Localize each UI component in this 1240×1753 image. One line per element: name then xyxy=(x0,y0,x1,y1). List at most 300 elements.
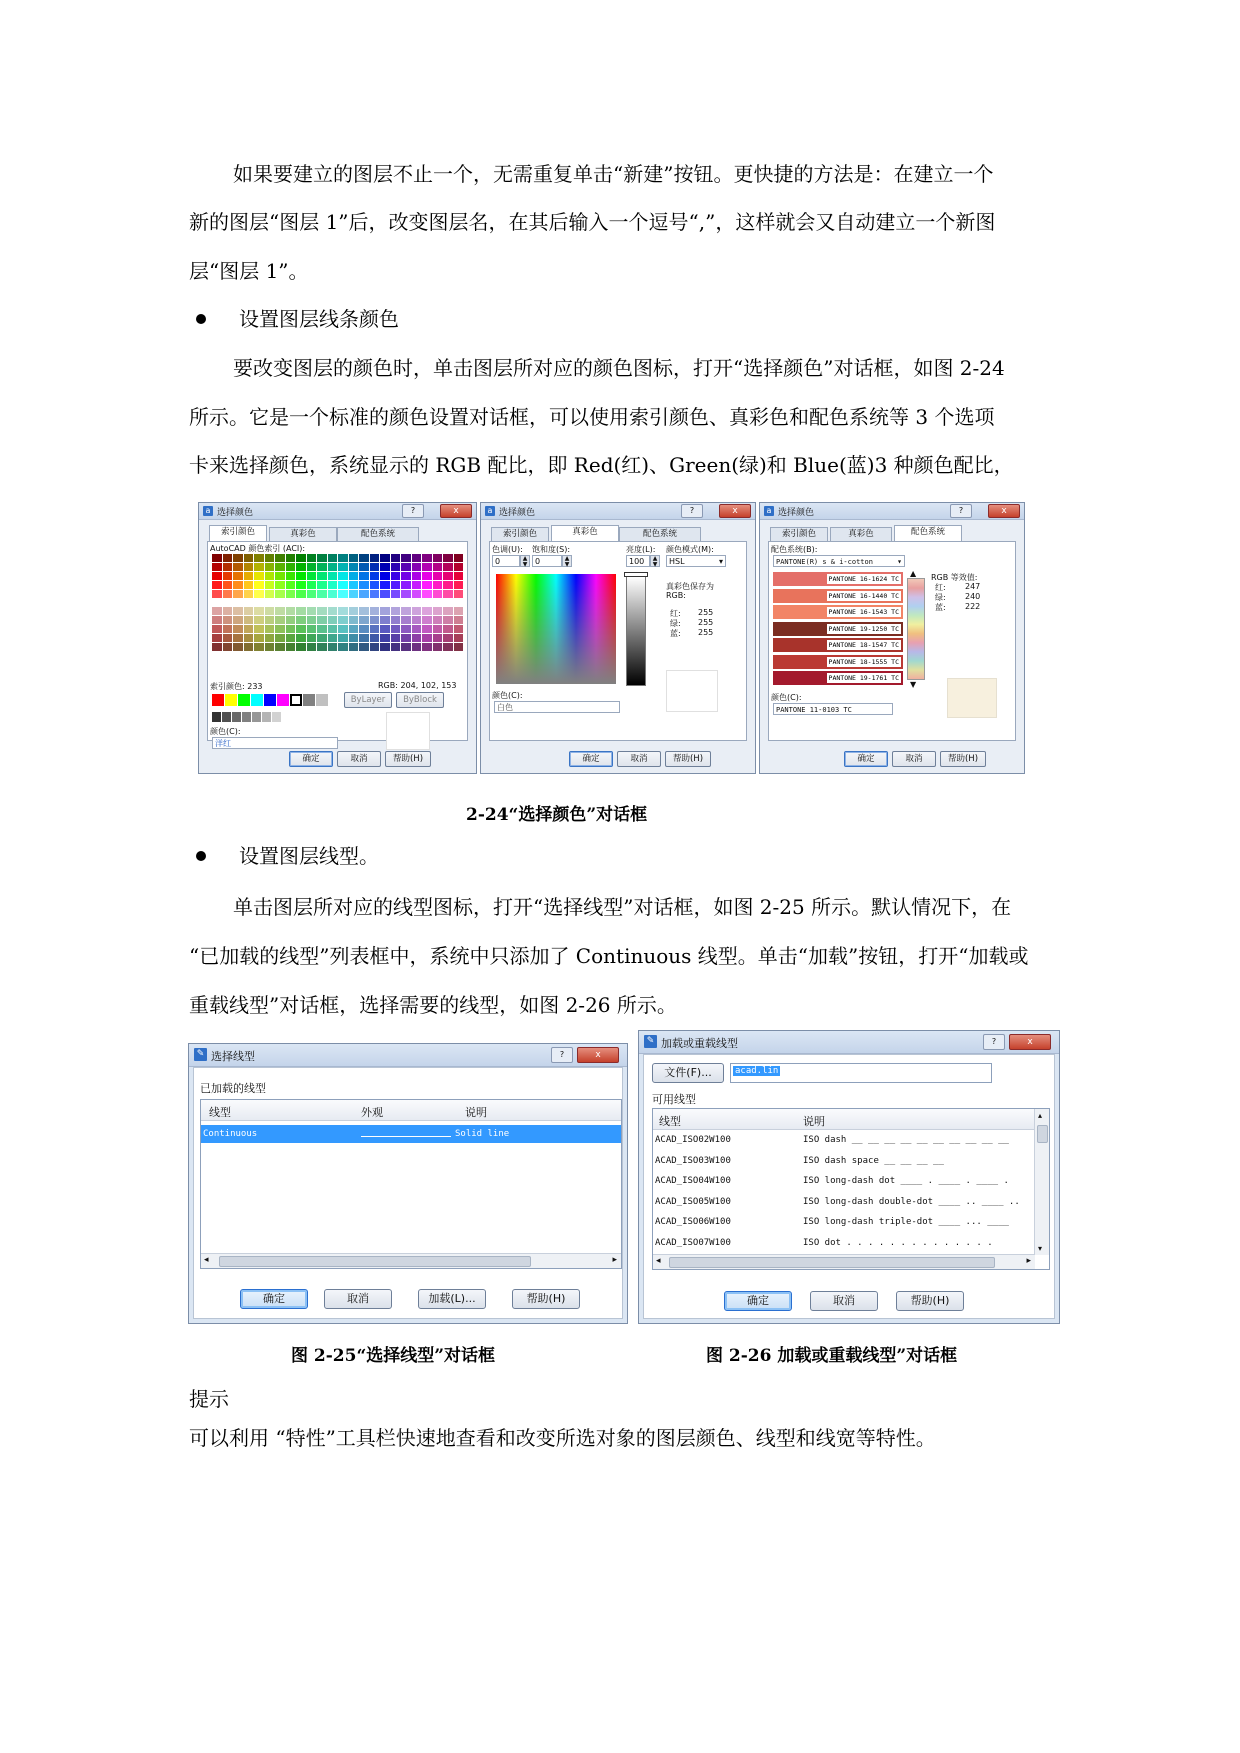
cancel-button[interactable]: 取消 xyxy=(324,1289,392,1309)
aci-swatch[interactable] xyxy=(433,572,443,580)
aci-swatch[interactable] xyxy=(317,616,327,624)
aci-swatch[interactable] xyxy=(338,625,348,633)
aci-swatch[interactable] xyxy=(443,572,453,580)
help-button[interactable]: 帮助(H) xyxy=(940,751,986,767)
aci-swatch[interactable] xyxy=(338,616,348,624)
luminance-spinner[interactable]: ▲ ▼ xyxy=(650,555,660,567)
aci-swatch[interactable] xyxy=(254,643,264,651)
aci-swatch[interactable] xyxy=(317,581,327,589)
aci-swatch[interactable] xyxy=(286,634,296,642)
aci-swatch[interactable] xyxy=(223,554,233,562)
aci-swatch[interactable] xyxy=(265,572,275,580)
aci-swatch[interactable] xyxy=(401,554,411,562)
hue-saturation-field[interactable] xyxy=(496,574,616,684)
aci-swatch[interactable] xyxy=(443,590,453,598)
aci-swatch[interactable] xyxy=(233,643,243,651)
help-icon[interactable]: ? xyxy=(681,504,703,518)
pantone-swatch[interactable] xyxy=(773,589,903,603)
aci-swatch[interactable] xyxy=(233,607,243,615)
load-button[interactable]: 加载(L)... xyxy=(418,1289,486,1309)
aci-swatch[interactable] xyxy=(275,643,285,651)
scroll-down-icon[interactable]: ▾ xyxy=(1038,1244,1043,1253)
scroll-thumb[interactable] xyxy=(219,1256,531,1267)
ok-button[interactable]: 确定 xyxy=(569,751,613,767)
aci-swatch[interactable] xyxy=(233,616,243,624)
ok-button[interactable]: 确定 xyxy=(289,751,333,767)
gray-color-swatch[interactable] xyxy=(272,712,281,722)
aci-swatch[interactable] xyxy=(244,554,254,562)
color-model-select[interactable]: HSL ▾ xyxy=(666,555,726,567)
gray-color-swatch[interactable] xyxy=(282,712,291,722)
standard-color-swatch[interactable] xyxy=(277,694,289,706)
aci-swatch[interactable] xyxy=(244,625,254,633)
close-icon[interactable]: x xyxy=(1009,1034,1051,1050)
aci-swatch[interactable] xyxy=(307,634,317,642)
linetype-row[interactable] xyxy=(653,1213,1035,1231)
pantone-swatch[interactable] xyxy=(773,622,903,636)
aci-swatch[interactable] xyxy=(454,616,464,624)
aci-swatch[interactable] xyxy=(359,643,369,651)
aci-swatch[interactable] xyxy=(254,634,264,642)
aci-swatch[interactable] xyxy=(422,616,432,624)
color-book-swatches[interactable] xyxy=(773,572,903,690)
aci-swatch[interactable] xyxy=(338,554,348,562)
aci-swatch[interactable] xyxy=(349,590,359,598)
byblock-button[interactable]: ByBlock xyxy=(396,692,444,708)
aci-swatch[interactable] xyxy=(443,607,453,615)
aci-swatch[interactable] xyxy=(244,643,254,651)
aci-swatch[interactable] xyxy=(317,643,327,651)
aci-swatch[interactable] xyxy=(412,634,422,642)
aci-swatch[interactable] xyxy=(244,572,254,580)
aci-swatch[interactable] xyxy=(401,590,411,598)
aci-swatch[interactable] xyxy=(443,625,453,633)
aci-swatch[interactable] xyxy=(391,554,401,562)
aci-swatch[interactable] xyxy=(412,572,422,580)
aci-swatch[interactable] xyxy=(307,625,317,633)
linetype-row[interactable] xyxy=(653,1131,1035,1149)
aci-swatch[interactable] xyxy=(443,554,453,562)
aci-swatch[interactable] xyxy=(391,643,401,651)
aci-swatch[interactable] xyxy=(380,625,390,633)
aci-swatch[interactable] xyxy=(286,590,296,598)
close-icon[interactable]: x xyxy=(988,504,1020,518)
aci-swatch[interactable] xyxy=(328,581,338,589)
aci-swatch[interactable] xyxy=(412,554,422,562)
aci-swatch[interactable] xyxy=(223,616,233,624)
aci-swatch[interactable] xyxy=(349,572,359,580)
aci-swatch[interactable] xyxy=(380,607,390,615)
ok-button[interactable]: 确定 xyxy=(724,1291,792,1311)
aci-swatch[interactable] xyxy=(391,581,401,589)
aci-swatch[interactable] xyxy=(401,572,411,580)
pantone-swatch[interactable] xyxy=(773,572,903,586)
aci-swatch[interactable] xyxy=(349,554,359,562)
tab-index-color[interactable]: 索引颜色 xyxy=(491,527,549,541)
aci-swatch[interactable] xyxy=(212,625,222,633)
color-input[interactable]: PANTONE 11-0103 TC xyxy=(773,703,893,715)
aci-swatch[interactable] xyxy=(422,581,432,589)
standard-color-swatch[interactable] xyxy=(251,694,263,706)
aci-swatch[interactable] xyxy=(433,634,443,642)
aci-swatch[interactable] xyxy=(412,643,422,651)
aci-swatch[interactable] xyxy=(275,554,285,562)
luminance-pointer[interactable] xyxy=(624,572,648,577)
cancel-button[interactable]: 取消 xyxy=(617,751,661,767)
aci-swatch[interactable] xyxy=(422,590,432,598)
gray-color-swatch[interactable] xyxy=(262,712,271,722)
cancel-button[interactable]: 取消 xyxy=(892,751,936,767)
aci-swatch[interactable] xyxy=(233,590,243,598)
aci-swatch[interactable] xyxy=(328,625,338,633)
aci-swatch[interactable] xyxy=(391,625,401,633)
file-button[interactable]: 文件(F)... xyxy=(652,1063,724,1083)
aci-swatch[interactable] xyxy=(359,634,369,642)
aci-swatch[interactable] xyxy=(328,607,338,615)
aci-swatch[interactable] xyxy=(370,554,380,562)
tab-index-color[interactable]: 索引颜色 xyxy=(770,527,828,541)
tab-color-books[interactable]: 配色系统 xyxy=(619,527,701,541)
aci-swatch[interactable] xyxy=(380,581,390,589)
aci-swatch[interactable] xyxy=(412,625,422,633)
aci-swatch[interactable] xyxy=(254,616,264,624)
file-input[interactable] xyxy=(730,1063,992,1083)
saturation-spinner[interactable]: ▲ ▼ xyxy=(562,555,572,567)
aci-swatch[interactable] xyxy=(223,563,233,571)
help-icon[interactable]: ? xyxy=(950,504,972,518)
aci-swatch[interactable] xyxy=(370,634,380,642)
help-button[interactable]: 帮助(H) xyxy=(385,751,431,767)
aci-swatch[interactable] xyxy=(422,625,432,633)
tab-color-books[interactable]: 配色系统 xyxy=(337,527,419,541)
aci-swatch[interactable] xyxy=(359,563,369,571)
aci-swatch[interactable] xyxy=(296,607,306,615)
aci-swatch[interactable] xyxy=(307,572,317,580)
aci-swatch[interactable] xyxy=(212,607,222,615)
aci-swatch[interactable] xyxy=(412,607,422,615)
cancel-button[interactable]: 取消 xyxy=(810,1291,878,1311)
aci-swatch[interactable] xyxy=(370,643,380,651)
aci-swatch[interactable] xyxy=(212,563,222,571)
aci-swatch[interactable] xyxy=(380,634,390,642)
aci-swatch[interactable] xyxy=(454,607,464,615)
aci-swatch[interactable] xyxy=(233,625,243,633)
aci-swatch[interactable] xyxy=(370,563,380,571)
aci-swatch[interactable] xyxy=(422,643,432,651)
aci-swatch[interactable] xyxy=(296,616,306,624)
aci-swatch[interactable] xyxy=(338,563,348,571)
help-button[interactable]: 帮助(H) xyxy=(512,1289,580,1309)
standard-color-swatch[interactable] xyxy=(238,694,250,706)
aci-swatch[interactable] xyxy=(317,590,327,598)
col-linetype[interactable]: 线型 xyxy=(659,1115,681,1128)
aci-swatch[interactable] xyxy=(307,590,317,598)
standard-color-swatch[interactable] xyxy=(290,694,302,706)
scroll-right-icon[interactable]: ▸ xyxy=(1026,1256,1031,1266)
aci-swatch[interactable] xyxy=(317,563,327,571)
aci-swatch[interactable] xyxy=(265,643,275,651)
col-description[interactable]: 说明 xyxy=(803,1115,825,1128)
aci-swatch[interactable] xyxy=(244,581,254,589)
horizontal-scrollbar[interactable] xyxy=(201,1253,621,1268)
aci-swatch[interactable] xyxy=(401,643,411,651)
linetype-row[interactable] xyxy=(653,1234,1035,1252)
col-description[interactable]: 说明 xyxy=(465,1106,487,1119)
aci-swatch[interactable] xyxy=(359,554,369,562)
aci-swatch[interactable] xyxy=(244,607,254,615)
help-icon[interactable]: ? xyxy=(402,504,424,518)
aci-swatch[interactable] xyxy=(233,572,243,580)
aci-swatch[interactable] xyxy=(349,643,359,651)
aci-swatch[interactable] xyxy=(317,554,327,562)
aci-swatch[interactable] xyxy=(286,625,296,633)
linetype-row[interactable] xyxy=(653,1172,1035,1190)
aci-swatch[interactable] xyxy=(223,643,233,651)
aci-swatch[interactable] xyxy=(244,590,254,598)
aci-swatch[interactable] xyxy=(412,590,422,598)
aci-swatch[interactable] xyxy=(380,572,390,580)
aci-swatch[interactable] xyxy=(433,581,443,589)
pantone-swatch[interactable] xyxy=(773,655,903,669)
aci-swatch[interactable] xyxy=(307,607,317,615)
aci-swatch[interactable] xyxy=(349,563,359,571)
standard-color-swatch[interactable] xyxy=(212,694,224,706)
close-icon[interactable]: x xyxy=(577,1047,619,1063)
pantone-swatch[interactable] xyxy=(773,605,903,619)
standard-color-swatch[interactable] xyxy=(303,694,315,706)
aci-swatch[interactable] xyxy=(454,643,464,651)
aci-swatch[interactable] xyxy=(212,643,222,651)
aci-swatch[interactable] xyxy=(433,563,443,571)
aci-swatch[interactable] xyxy=(370,572,380,580)
aci-swatch[interactable] xyxy=(328,572,338,580)
aci-swatch[interactable] xyxy=(265,554,275,562)
tab-color-books[interactable]: 配色系统 xyxy=(894,525,962,541)
aci-swatch[interactable] xyxy=(254,625,264,633)
aci-swatch[interactable] xyxy=(244,634,254,642)
aci-swatch[interactable] xyxy=(286,616,296,624)
aci-swatch[interactable] xyxy=(391,607,401,615)
aci-swatch[interactable] xyxy=(254,554,264,562)
ok-button[interactable]: 确定 xyxy=(240,1289,308,1309)
aci-swatch[interactable] xyxy=(443,634,453,642)
aci-swatch[interactable] xyxy=(422,563,432,571)
aci-swatch[interactable] xyxy=(275,625,285,633)
aci-swatch[interactable] xyxy=(422,572,432,580)
aci-swatch[interactable] xyxy=(338,643,348,651)
aci-swatch[interactable] xyxy=(391,590,401,598)
aci-swatch[interactable] xyxy=(454,581,464,589)
aci-swatch[interactable] xyxy=(233,554,243,562)
aci-swatch[interactable] xyxy=(317,634,327,642)
scroll-thumb[interactable] xyxy=(669,1257,995,1268)
aci-swatch[interactable] xyxy=(223,581,233,589)
standard-color-swatch[interactable] xyxy=(316,694,328,706)
aci-swatch[interactable] xyxy=(370,625,380,633)
aci-swatch[interactable] xyxy=(370,616,380,624)
aci-swatch[interactable] xyxy=(307,554,317,562)
aci-swatch[interactable] xyxy=(244,616,254,624)
aci-swatch[interactable] xyxy=(328,590,338,598)
aci-swatch[interactable] xyxy=(338,581,348,589)
hue-spinner[interactable]: ▲ ▼ xyxy=(520,555,530,567)
aci-swatch[interactable] xyxy=(433,554,443,562)
aci-swatch[interactable] xyxy=(254,590,264,598)
saturation-input[interactable]: 0 xyxy=(532,555,562,567)
aci-swatch[interactable] xyxy=(433,643,443,651)
aci-swatch[interactable] xyxy=(212,616,222,624)
aci-swatch[interactable] xyxy=(380,643,390,651)
aci-swatch[interactable] xyxy=(296,563,306,571)
aci-swatch[interactable] xyxy=(328,643,338,651)
aci-swatch[interactable] xyxy=(349,607,359,615)
aci-swatch[interactable] xyxy=(370,581,380,589)
color-input[interactable]: 洋红 xyxy=(212,737,338,749)
aci-swatch[interactable] xyxy=(265,616,275,624)
gray-color-swatch[interactable] xyxy=(222,712,231,722)
aci-swatch[interactable] xyxy=(328,563,338,571)
aci-swatch[interactable] xyxy=(286,643,296,651)
aci-swatch[interactable] xyxy=(401,634,411,642)
aci-swatch[interactable] xyxy=(412,563,422,571)
aci-swatch[interactable] xyxy=(454,572,464,580)
aci-swatch[interactable] xyxy=(275,616,285,624)
linetype-row[interactable] xyxy=(653,1193,1035,1211)
tab-true-color[interactable]: 真彩色 xyxy=(830,527,892,541)
standard-color-swatch[interactable] xyxy=(225,694,237,706)
scroll-up-icon[interactable]: ▴ xyxy=(1038,1111,1043,1120)
aci-swatch[interactable] xyxy=(286,607,296,615)
aci-swatch[interactable] xyxy=(275,581,285,589)
aci-swatch[interactable] xyxy=(338,607,348,615)
aci-swatch[interactable] xyxy=(223,572,233,580)
aci-swatch[interactable] xyxy=(265,625,275,633)
aci-swatch[interactable] xyxy=(401,607,411,615)
aci-swatch[interactable] xyxy=(307,563,317,571)
aci-swatch[interactable] xyxy=(443,563,453,571)
aci-swatch[interactable] xyxy=(443,643,453,651)
luminance-input[interactable]: 100 xyxy=(626,555,650,567)
linetype-row[interactable] xyxy=(201,1125,621,1143)
aci-swatch[interactable] xyxy=(223,634,233,642)
aci-swatch[interactable] xyxy=(254,581,264,589)
aci-swatch[interactable] xyxy=(265,607,275,615)
gray-color-swatch[interactable] xyxy=(232,712,241,722)
aci-swatch[interactable] xyxy=(380,554,390,562)
pantone-swatch[interactable] xyxy=(773,638,903,652)
aci-swatch[interactable] xyxy=(233,634,243,642)
aci-swatch[interactable] xyxy=(265,590,275,598)
slider-down-icon[interactable]: ▼ xyxy=(910,680,917,689)
aci-swatch[interactable] xyxy=(454,590,464,598)
aci-swatch[interactable] xyxy=(212,590,222,598)
gray-color-swatch[interactable] xyxy=(212,712,221,722)
aci-swatch[interactable] xyxy=(212,554,222,562)
aci-swatch[interactable] xyxy=(370,590,380,598)
aci-swatch[interactable] xyxy=(454,554,464,562)
aci-swatch[interactable] xyxy=(265,563,275,571)
aci-swatch[interactable] xyxy=(422,554,432,562)
aci-swatch[interactable] xyxy=(296,554,306,562)
aci-swatch[interactable] xyxy=(275,572,285,580)
aci-swatch[interactable] xyxy=(359,607,369,615)
aci-swatch[interactable] xyxy=(422,634,432,642)
aci-swatch[interactable] xyxy=(328,616,338,624)
aci-swatch[interactable] xyxy=(286,572,296,580)
aci-swatch[interactable] xyxy=(296,581,306,589)
aci-swatch[interactable] xyxy=(296,634,306,642)
aci-swatch[interactable] xyxy=(296,643,306,651)
aci-swatch[interactable] xyxy=(296,572,306,580)
aci-swatch[interactable] xyxy=(223,625,233,633)
gray-color-swatch[interactable] xyxy=(252,712,261,722)
standard-color-swatch[interactable] xyxy=(264,694,276,706)
aci-swatch[interactable] xyxy=(433,590,443,598)
aci-swatch[interactable] xyxy=(212,572,222,580)
aci-swatch[interactable] xyxy=(349,625,359,633)
aci-swatch[interactable] xyxy=(275,563,285,571)
help-button[interactable]: 帮助(H) xyxy=(665,751,711,767)
help-icon[interactable]: ? xyxy=(551,1047,573,1063)
aci-swatch[interactable] xyxy=(454,625,464,633)
aci-swatch[interactable] xyxy=(254,572,264,580)
aci-swatch[interactable] xyxy=(307,616,317,624)
aci-swatch[interactable] xyxy=(244,563,254,571)
aci-swatch[interactable] xyxy=(212,634,222,642)
scroll-left-icon[interactable]: ◂ xyxy=(204,1255,209,1265)
help-button[interactable]: 帮助(H) xyxy=(896,1291,964,1311)
aci-swatch[interactable] xyxy=(391,572,401,580)
aci-swatch[interactable] xyxy=(391,634,401,642)
aci-swatch[interactable] xyxy=(454,634,464,642)
aci-swatch[interactable] xyxy=(391,563,401,571)
tab-index-color[interactable]: 索引颜色 xyxy=(209,525,267,541)
close-icon[interactable]: x xyxy=(440,504,472,518)
help-icon[interactable]: ? xyxy=(983,1034,1005,1050)
scroll-left-icon[interactable]: ◂ xyxy=(656,1256,661,1266)
aci-swatch[interactable] xyxy=(275,634,285,642)
scroll-right-icon[interactable]: ▸ xyxy=(612,1255,617,1265)
aci-swatch[interactable] xyxy=(412,581,422,589)
aci-swatch[interactable] xyxy=(359,572,369,580)
tab-true-color[interactable]: 真彩色 xyxy=(269,527,337,541)
aci-swatch[interactable] xyxy=(286,581,296,589)
color-input[interactable]: 白色 xyxy=(494,701,620,713)
aci-swatch[interactable] xyxy=(265,634,275,642)
aci-swatch[interactable] xyxy=(338,572,348,580)
col-appearance[interactable]: 外观 xyxy=(361,1106,383,1119)
aci-swatch[interactable] xyxy=(296,590,306,598)
aci-swatch[interactable] xyxy=(359,616,369,624)
pantone-swatch[interactable] xyxy=(773,671,903,685)
aci-swatch[interactable] xyxy=(254,563,264,571)
aci-swatch[interactable] xyxy=(233,563,243,571)
aci-swatch[interactable] xyxy=(265,581,275,589)
aci-palette[interactable] xyxy=(212,554,464,660)
color-book-select[interactable]: PANTONE(R) s & i-cotton ▾ xyxy=(773,555,905,567)
tab-true-color[interactable]: 真彩色 xyxy=(551,525,619,541)
standard-colors[interactable] xyxy=(212,694,342,707)
aci-swatch[interactable] xyxy=(359,581,369,589)
aci-swatch[interactable] xyxy=(359,625,369,633)
aci-swatch[interactable] xyxy=(286,563,296,571)
aci-swatch[interactable] xyxy=(328,634,338,642)
aci-swatch[interactable] xyxy=(401,563,411,571)
ok-button[interactable]: 确定 xyxy=(844,751,888,767)
aci-swatch[interactable] xyxy=(412,616,422,624)
aci-swatch[interactable] xyxy=(317,625,327,633)
aci-swatch[interactable] xyxy=(349,616,359,624)
